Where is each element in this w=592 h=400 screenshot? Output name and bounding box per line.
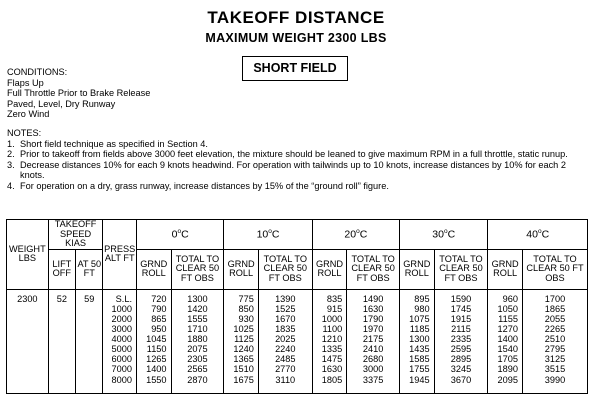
- total-distance-value: 3990: [544, 374, 566, 385]
- grnd-roll-header: GRND ROLL: [224, 249, 259, 289]
- grnd-roll-value: 1210: [321, 334, 343, 345]
- grnd-roll-value: 930: [238, 313, 254, 324]
- temp-unit: o: [177, 228, 182, 236]
- total-distance-value: 2265: [544, 324, 566, 335]
- total-distance-value: 2870: [187, 374, 208, 385]
- grnd-roll-value: 1270: [497, 324, 518, 335]
- note-item: [7, 181, 587, 192]
- grnd-roll-value: 1890: [497, 364, 518, 375]
- grnd-roll-value: 1550: [146, 374, 167, 385]
- grnd-roll-column: [400, 289, 435, 393]
- total-distance-value: 2485: [275, 354, 296, 365]
- grnd-roll-value: 1400: [497, 334, 518, 345]
- grnd-roll-value: 1335: [321, 344, 343, 355]
- temp-unit: o: [537, 228, 542, 236]
- at-50ft-header: AT 50 FT: [76, 249, 103, 289]
- temp-unit: o: [356, 228, 360, 236]
- condition-item: Zero Wind: [7, 109, 50, 120]
- total-distance-value: 2795: [544, 344, 566, 355]
- total-distance-value: 1880: [187, 334, 208, 345]
- grnd-roll-value: 720: [151, 293, 167, 304]
- grnd-roll-value: 915: [326, 303, 343, 314]
- note-text: Decrease distances 10% for each 9 knots headwind. For operation with tailwinds up to 10 knots, increase distances by 10% for each 2 knots.: [20, 159, 566, 181]
- temp-value: 10: [256, 228, 269, 241]
- temp-value: 40: [526, 228, 538, 241]
- press-alt-header: PRESS ALT FT: [103, 220, 137, 290]
- altitude-value: 7000: [111, 364, 132, 375]
- total-distance-value: 1710: [187, 324, 208, 335]
- condition-item: Full Throttle Prior to Brake Release: [7, 88, 151, 99]
- grnd-roll-value: 1705: [497, 354, 518, 365]
- grnd-roll-value: 1675: [233, 374, 254, 385]
- temp-unit: o: [268, 228, 272, 236]
- lift-off-header: LIFT OFF: [48, 249, 75, 289]
- grnd-roll-column: [488, 289, 523, 393]
- note-number: 2.: [7, 149, 15, 160]
- lift-off-value: 52: [48, 289, 75, 393]
- grnd-roll-value: 1185: [409, 324, 430, 335]
- grnd-roll-value: 1155: [498, 313, 518, 324]
- notes-heading: NOTES:: [7, 128, 42, 138]
- altitude-value: 3000: [111, 324, 132, 335]
- grnd-roll-value: 1300: [409, 334, 430, 345]
- total-distance-value: 1590: [450, 293, 472, 304]
- notes-block: [7, 128, 587, 192]
- total-column: [258, 289, 312, 393]
- total-distance-value: 1915: [450, 313, 472, 324]
- total-distance-value: 1525: [275, 303, 296, 314]
- grnd-roll-value: 1435: [409, 344, 430, 355]
- total-column: [434, 289, 488, 393]
- total-distance-value: 2175: [362, 334, 384, 345]
- grnd-roll-value: 1150: [146, 344, 167, 355]
- total-distance-value: 1790: [362, 313, 384, 324]
- total-header: TOTAL TO CLEAR 50 FT OBS: [171, 249, 224, 289]
- grnd-roll-header: GRND ROLL: [400, 249, 435, 289]
- grnd-roll-value: 1475: [321, 354, 343, 365]
- altitude-value: 4000: [111, 334, 132, 345]
- total-distance-value: 2115: [451, 324, 471, 335]
- total-distance-value: 1745: [450, 303, 472, 314]
- total-distance-value: 2335: [450, 334, 472, 345]
- temp-header: 20$^o$C: [312, 220, 399, 250]
- temp-value: 30: [432, 228, 444, 241]
- grnd-roll-value: 1400: [146, 364, 167, 375]
- altitude-value: S.L.: [115, 293, 132, 304]
- altitude-column: [103, 289, 137, 393]
- conditions-block: [7, 67, 150, 120]
- note-number: 1.: [7, 138, 15, 149]
- weight-value: 2300: [7, 289, 49, 393]
- total-distance-value: 3000: [362, 364, 384, 375]
- total-distance-value: 1300: [187, 293, 208, 304]
- grnd-roll-value: 980: [414, 303, 430, 314]
- total-distance-value: 2770: [275, 364, 296, 375]
- temp-header: 40$^o$C: [488, 220, 588, 250]
- grnd-roll-value: 1265: [146, 354, 167, 365]
- total-distance-value: 1555: [187, 313, 208, 324]
- total-distance-value: 1390: [275, 293, 296, 304]
- grnd-roll-value: 1240: [233, 344, 254, 355]
- grnd-roll-value: 960: [502, 293, 518, 304]
- grnd-roll-value: 1075: [409, 313, 430, 324]
- total-distance-value: 3110: [275, 374, 296, 385]
- grnd-roll-column: [224, 289, 259, 393]
- total-distance-value: 1700: [544, 293, 566, 304]
- grnd-roll-value: 1125: [234, 334, 254, 345]
- condition-item: Flaps Up: [7, 77, 44, 88]
- total-distance-value: 2055: [544, 313, 566, 324]
- weight-header: WEIGHT LBS: [7, 220, 49, 290]
- total-distance-value: 2410: [362, 344, 384, 355]
- total-header: TOTAL TO CLEAR 50 FT OBS: [347, 249, 400, 289]
- total-distance-value: 3670: [450, 374, 472, 385]
- grnd-roll-value: 865: [151, 313, 167, 324]
- grnd-roll-value: 2095: [497, 374, 518, 385]
- altitude-value: 8000: [111, 374, 132, 385]
- note-item: [7, 139, 587, 150]
- total-distance-value: 3125: [544, 354, 566, 365]
- grnd-roll-value: 1510: [233, 364, 254, 375]
- grnd-roll-header: GRND ROLL: [488, 249, 523, 289]
- conditions-heading: CONDITIONS:: [7, 67, 68, 77]
- total-distance-value: 2305: [187, 354, 208, 365]
- grnd-roll-value: 1630: [321, 364, 343, 375]
- note-item: [7, 160, 587, 181]
- total-header: TOTAL TO CLEAR 50 FT OBS: [258, 249, 312, 289]
- total-column: [171, 289, 224, 393]
- condition-item: Paved, Level, Dry Runway: [7, 98, 116, 109]
- note-text: Prior to takeoff from fields above 3000 feet elevation, the mixture should be leaned to give maximum RPM in a full throttle, static runup.: [20, 149, 568, 160]
- grnd-roll-value: 950: [151, 324, 167, 335]
- chart-subtitle: MAXIMUM WEIGHT 2300 LBS: [205, 31, 387, 45]
- temp-value: 0: [171, 228, 178, 241]
- grnd-roll-value: 1805: [321, 374, 343, 385]
- note-text: For operation on a dry, grass runway, increase distances by 15% of the “ground roll” figure.: [20, 180, 389, 191]
- total-distance-value: 3515: [544, 364, 566, 375]
- short-field-badge: SHORT FIELD: [242, 56, 348, 81]
- temp-header: 30$^o$C: [400, 220, 488, 250]
- total-distance-value: 1670: [275, 313, 296, 324]
- total-distance-value: 3245: [450, 364, 472, 375]
- total-distance-value: 1630: [362, 303, 384, 314]
- total-distance-value: 2680: [362, 354, 384, 365]
- grnd-roll-value: 1045: [146, 334, 167, 345]
- total-distance-value: 2895: [450, 354, 472, 365]
- grnd-roll-value: 850: [238, 303, 254, 314]
- total-header: TOTAL TO CLEAR 50 FT OBS: [434, 249, 488, 289]
- grnd-roll-value: 790: [151, 303, 167, 314]
- grnd-roll-value: 895: [414, 293, 430, 304]
- total-distance-value: 2025: [275, 334, 296, 345]
- grnd-roll-value: 1585: [409, 354, 430, 365]
- grnd-roll-value: 1945: [409, 374, 430, 385]
- note-number: 3.: [7, 159, 15, 170]
- grnd-roll-value: 1000: [321, 313, 343, 324]
- note-number: 4.: [7, 180, 15, 191]
- total-distance-value: 2240: [275, 344, 296, 355]
- note-item: [7, 149, 587, 160]
- grnd-roll-value: 1025: [233, 324, 254, 335]
- grnd-roll-value: 1100: [322, 324, 343, 335]
- total-distance-value: 2510: [544, 334, 566, 345]
- total-distance-value: 2075: [187, 344, 208, 355]
- grnd-roll-value: 1365: [233, 354, 254, 365]
- total-distance-value: 1835: [275, 324, 296, 335]
- note-text: Short field technique as specified in Section 4.: [20, 138, 208, 149]
- total-distance-value: 2565: [187, 364, 208, 375]
- grnd-roll-header: GRND ROLL: [137, 249, 172, 289]
- grnd-roll-value: 835: [326, 293, 343, 304]
- grnd-roll-header: GRND ROLL: [312, 249, 347, 289]
- altitude-value: 6000: [111, 354, 132, 365]
- temp-value: 20: [344, 228, 357, 241]
- total-distance-value: 1420: [187, 303, 208, 314]
- altitude-value: 1000: [111, 303, 132, 314]
- grnd-roll-value: 775: [238, 293, 254, 304]
- total-header: TOTAL TO CLEAR 50 FT OBS: [522, 249, 587, 289]
- total-distance-value: 1490: [362, 293, 384, 304]
- grnd-roll-column: [137, 289, 172, 393]
- takeoff-distance-table: [6, 219, 588, 394]
- temp-header: 10$^o$C: [224, 220, 312, 250]
- total-distance-value: 1970: [362, 324, 384, 335]
- altitude-value: 2000: [111, 313, 132, 324]
- chart-title: TAKEOFF DISTANCE: [207, 8, 385, 27]
- grnd-roll-value: 1050: [497, 303, 518, 314]
- altitude-value: 5000: [111, 344, 132, 355]
- grnd-roll-value: 1755: [409, 364, 430, 375]
- grnd-roll-value: 1540: [497, 344, 518, 355]
- total-distance-value: 3375: [362, 374, 384, 385]
- at-50ft-value: 59: [76, 289, 103, 393]
- takeoff-speed-header: TAKEOFF SPEED KIAS: [48, 220, 103, 250]
- total-column: [347, 289, 400, 393]
- temp-header: 0$^o$C: [137, 220, 224, 250]
- total-distance-value: 2595: [450, 344, 472, 355]
- total-column: [522, 289, 587, 393]
- temp-unit: o: [443, 228, 448, 236]
- grnd-roll-column: [312, 289, 347, 393]
- total-distance-value: 1865: [544, 303, 566, 314]
